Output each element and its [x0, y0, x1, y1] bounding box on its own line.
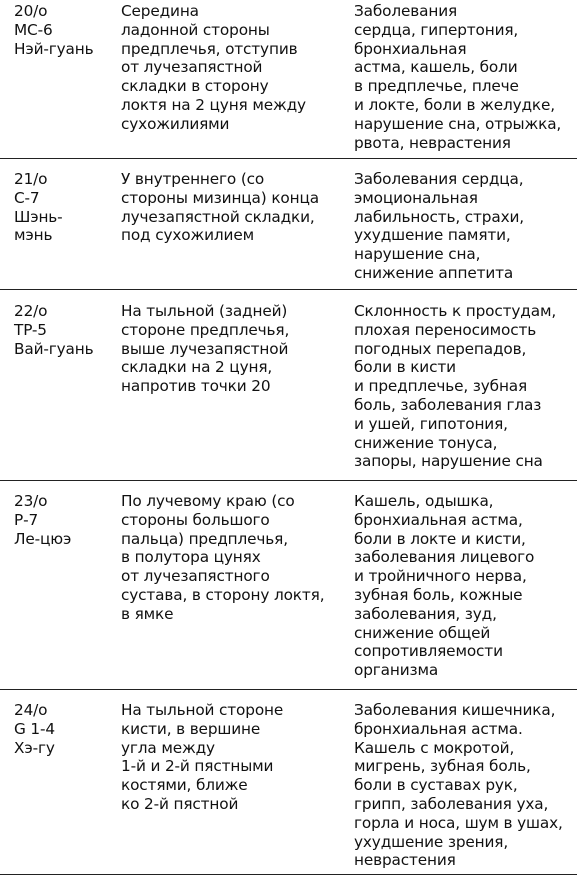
indications-line: ухудшение памяти, [354, 226, 511, 245]
location-line: локтя на 2 цуня между [121, 95, 306, 114]
location-cell [121, 2, 343, 134]
point-cell [14, 2, 109, 58]
point-cell [14, 701, 109, 757]
point-line: мэнь [14, 226, 53, 245]
point-line: 20/о [14, 2, 48, 20]
location-line: в ямке [121, 604, 174, 623]
indications-line: и тройничного нерва, [354, 567, 527, 586]
location-cell [121, 170, 343, 245]
point-line: 21/о [14, 170, 48, 188]
indications-line: мигрень, зубная боль, [354, 757, 531, 776]
location-line: У внутреннего (со [121, 170, 265, 188]
indications-cell [354, 170, 576, 283]
indications-line: заболевания, зуд, [354, 604, 497, 623]
location-line: под сухожилием [121, 226, 254, 245]
location-line: стороны большого [121, 510, 270, 529]
indications-line: снижение аппетита [354, 263, 514, 282]
point-line: Ле-цюэ [14, 529, 72, 548]
table-row [0, 0, 577, 159]
point-cell [14, 302, 109, 358]
indications-line: бронхиальная [354, 39, 467, 58]
location-line: стороне предплечья, [121, 320, 290, 339]
location-line: костями, ближе [121, 776, 248, 795]
indications-line: сопротивляемости [354, 642, 503, 661]
indications-line: эмоциональная [354, 188, 478, 207]
indications-line: погодных перепадов, [354, 339, 527, 358]
indications-line: грипп, заболевания уха, [354, 794, 549, 813]
location-line: угла между [121, 738, 215, 757]
location-line: ладонной стороны [121, 20, 270, 39]
indications-line: сердца, гипертония, [354, 20, 519, 39]
indications-line: боли в кисти [354, 358, 456, 377]
indications-line: снижение общей [354, 623, 491, 642]
point-line: Хэ-гу [14, 738, 55, 757]
location-line: от лучезапястного [121, 567, 270, 586]
location-line: напротив точки 20 [121, 377, 271, 396]
indications-line: боли в локте и кисти, [354, 529, 526, 548]
indications-line: зубная боль, кожные [354, 585, 523, 604]
indications-line: Склонность к простудам, [354, 302, 557, 320]
location-line: кисти, в вершине [121, 719, 261, 738]
indications-cell [354, 2, 576, 152]
location-line: По лучевому краю (со [121, 492, 295, 510]
point-line: С-7 [14, 188, 40, 207]
indications-line: Заболевания [354, 2, 458, 20]
indications-line: нарушение сна, отрыжка, [354, 114, 562, 133]
indications-line: и ушей, гипотония, [354, 414, 508, 433]
point-line: Р-7 [14, 510, 39, 529]
location-line: пальца) предплечья, [121, 529, 288, 548]
indications-line: горла и носа, шум в ушах, [354, 813, 563, 832]
point-line: МС-6 [14, 20, 53, 39]
point-line: G 1-4 [14, 719, 55, 738]
location-line: складки в сторону [121, 77, 269, 96]
location-line: Середина [121, 2, 199, 20]
table-row [0, 690, 577, 875]
point-line: 22/о [14, 302, 48, 320]
indications-cell [354, 492, 576, 680]
location-line: выше лучезапястной [121, 339, 289, 358]
indications-line: плохая переносимость [354, 320, 537, 339]
indications-line: организма [354, 661, 439, 680]
indications-line: лабильность, страхи, [354, 207, 525, 226]
location-line: сухожилиями [121, 114, 230, 133]
location-cell [121, 302, 343, 396]
indications-line: Кашель с мокротой, [354, 738, 515, 757]
point-line: 23/о [14, 492, 48, 510]
location-line: предплечья, отступив [121, 39, 298, 58]
indications-line: бронхиальная астма. [354, 719, 523, 738]
table-row [0, 481, 577, 690]
indications-line: рвота, неврастения [354, 133, 511, 152]
indications-line: Заболевания кишечника, [354, 701, 556, 719]
point-line: TP-5 [14, 320, 47, 339]
indications-line: ухудшение зрения, [354, 832, 509, 851]
indications-line: и предплечье, зубная [354, 377, 528, 396]
location-line: в полутора цунях [121, 548, 261, 567]
location-line: от лучезапястной [121, 58, 263, 77]
location-line: сустава, в сторону локтя, [121, 585, 325, 604]
indications-line: и локте, боли в желудке, [354, 95, 555, 114]
table-row [0, 290, 577, 481]
table-row [0, 159, 577, 290]
point-line: Вай-гуань [14, 339, 94, 358]
indications-line: боль, заболевания глаз [354, 395, 542, 414]
indications-line: заболевания лицевого [354, 548, 535, 567]
indications-line: астма, кашель, боли [354, 58, 518, 77]
location-line: 1-й и 2-й пястными [121, 757, 274, 776]
point-cell [14, 492, 109, 548]
indications-line: в предплечье, плече [354, 77, 519, 96]
indications-line: Заболевания сердца, [354, 170, 524, 188]
indications-line: запоры, нарушение сна [354, 452, 543, 471]
point-line: Нэй-гуань [14, 39, 94, 58]
location-line: стороны мизинца) конца [121, 188, 319, 207]
location-line: На тыльной стороне [121, 701, 284, 719]
indications-line: снижение тонуса, [354, 433, 498, 452]
location-line: ко 2-й пястной [121, 794, 239, 813]
location-line: складки на 2 цуня, [121, 358, 273, 377]
indications-line: бронхиальная астма, [354, 510, 523, 529]
indications-cell [354, 302, 576, 471]
point-line: Шэнь- [14, 207, 63, 226]
indications-line: Кашель, одышка, [354, 492, 494, 510]
indications-line: боли в суставах рук, [354, 776, 518, 795]
point-line: 24/о [14, 701, 48, 719]
location-line: На тыльной (задней) [121, 302, 288, 320]
point-cell [14, 170, 109, 245]
location-line: лучезапястной складки, [121, 207, 315, 226]
indications-cell [354, 701, 576, 870]
location-cell [121, 701, 343, 814]
indications-line: неврастения [354, 851, 456, 870]
location-cell [121, 492, 343, 624]
indications-line: нарушение сна, [354, 245, 481, 264]
